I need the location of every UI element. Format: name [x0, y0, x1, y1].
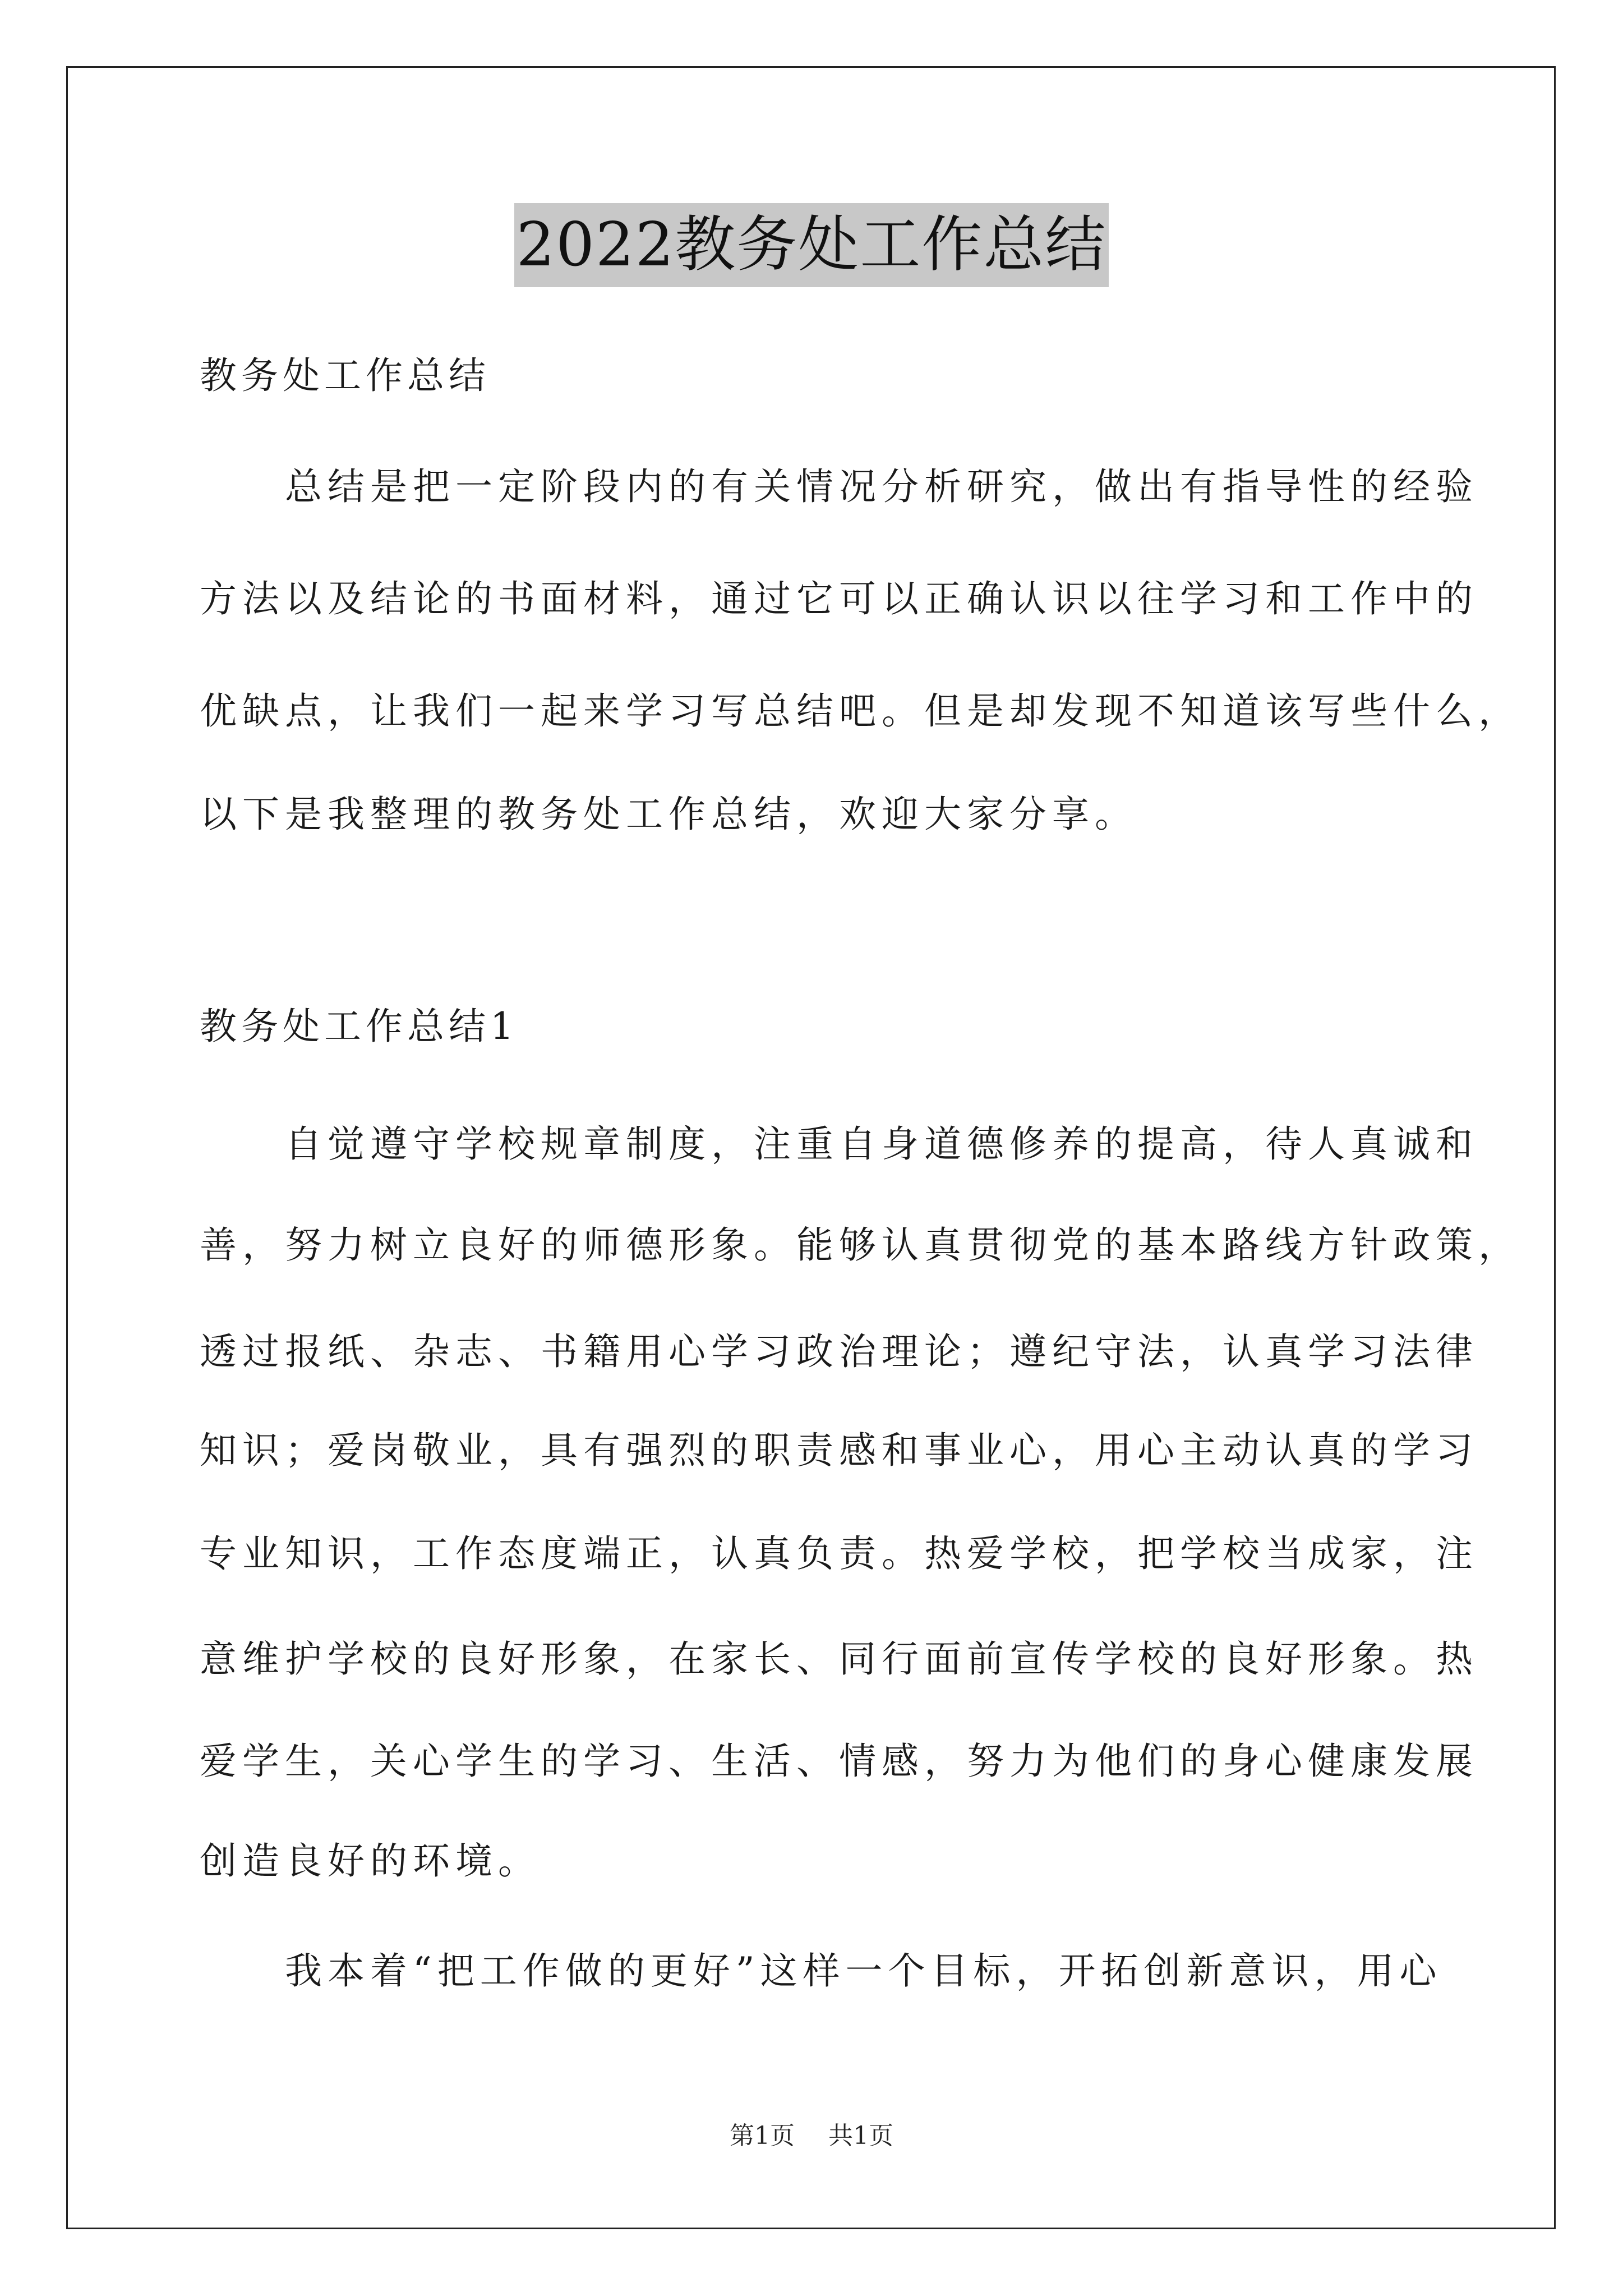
page-number: 第1页	[730, 2122, 795, 2150]
paragraph-line: 以下是我整理的教务处工作总结，欢迎大家分享。	[200, 793, 1137, 836]
title-container	[0, 203, 1623, 287]
paragraph-line: 创造良好的环境。	[200, 1839, 541, 1883]
paragraph-line: 知识；爱岗敬业，具有强烈的职责感和事业心，用心主动认真的学习	[200, 1429, 1478, 1472]
section-heading: 教务处工作总结	[200, 354, 490, 397]
paragraph-line: 方法以及结论的书面材料，通过它可以正确认识以往学习和工作中的	[200, 577, 1478, 620]
paragraph-line: 善，努力树立良好的师德形象。能够认真贯彻党的基本路线方针政策，	[200, 1223, 1521, 1267]
paragraph-line: 意维护学校的良好形象，在家长、同行面前宣传学校的良好形象。热	[200, 1637, 1478, 1681]
paragraph-line: 总结是把一定阶段内的有关情况分析研究，做出有指导性的经验	[200, 465, 1478, 508]
paragraph-line: 透过报纸、杂志、书籍用心学习政治理论；遵纪守法，认真学习法律	[200, 1330, 1478, 1373]
paragraph-line: 优缺点，让我们一起来学习写总结吧。但是却发现不知道该写些什么，	[200, 689, 1521, 733]
paragraph-line: 我本着“把工作做的更好”这样一个目标，开拓创新意识，用心	[200, 1949, 1442, 1993]
page-total: 共1页	[828, 2122, 893, 2150]
page-footer	[0, 2119, 1623, 2153]
section-heading: 教务处工作总结1	[200, 1005, 518, 1048]
paragraph-line: 自觉遵守学校规章制度，注重自身道德修养的提高，待人真诚和	[200, 1122, 1478, 1166]
paragraph-line: 爱学生，关心学生的学习、生活、情感，努力为他们的身心健康发展	[200, 1740, 1478, 1783]
document-title: 2022教务处工作总结	[514, 203, 1109, 287]
paragraph-line: 专业知识，工作态度端正，认真负责。热爱学校，把学校当成家，注	[200, 1532, 1478, 1575]
